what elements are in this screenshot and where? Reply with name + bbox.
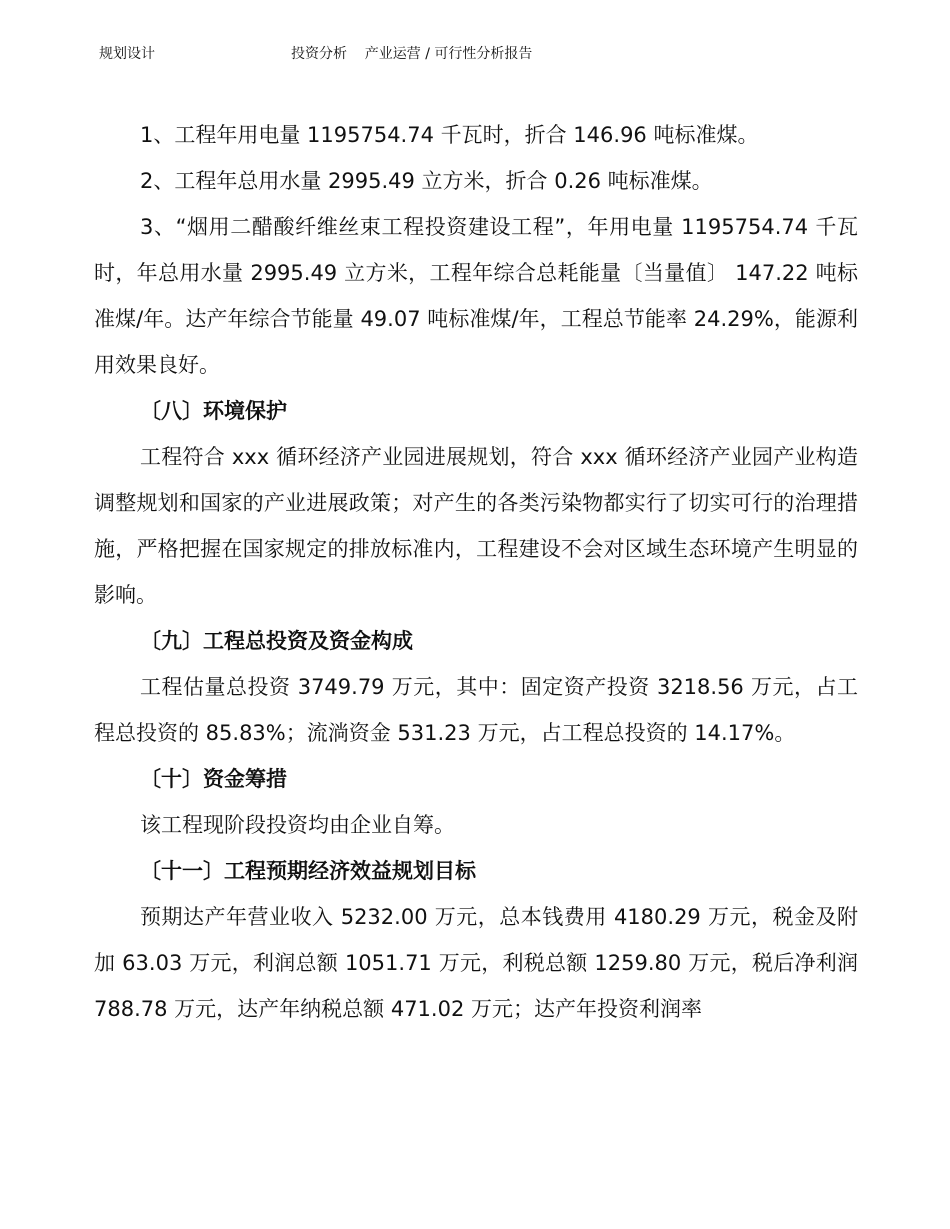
paragraph-electricity: 1、工程年用电量 1195754.74 千瓦时，折合 146.96 吨标准煤。 <box>140 123 759 147</box>
paragraph-energy-summary: 3、“烟用二醋酸纤维丝束工程投资建设工程”，年用电量 1195754.74 千瓦时，年总用水量 2995.49 立方米，工程年综合总耗能量〔当量值〕 147.22 吨标准煤/年。达产年综合节能量 49.07 吨标准煤/年，工程总节能率 24.29%，能源利用效果良好。 <box>94 215 858 377</box>
paragraph-economic-benefit: 预期达产年营业收入 5232.00 万元，总本钱费用 4180.29 万元，税金及附加 63.03 万元，利润总额 1051.71 万元，利税总额 1259.80 万元，税后净利润 788.78 万元，达产年纳税总额 471.02 万元；达产年投资利润率 <box>94 905 858 1021</box>
paragraph-investment: 工程估量总投资 3749.79 万元，其中：固定资产投资 3218.56 万元，占工程总投资的 85.83%；流淌资金 531.23 万元，占工程总投资的 14.17%。 <box>94 675 858 745</box>
heading-environment: 〔八〕环境保护 <box>140 399 287 423</box>
header-left-text: 规划设计 <box>99 46 155 62</box>
header-right-text: 投资分析 产业运营 / 可行性分析报告 <box>291 46 533 62</box>
paragraph-funding: 该工程现阶段投资均由企业自筹。 <box>140 813 455 837</box>
heading-economic-benefit: 〔十一〕工程预期经济效益规划目标 <box>140 859 476 883</box>
heading-funding: 〔十〕资金筹措 <box>140 767 287 791</box>
paragraph-water: 2、工程年总用水量 2995.49 立方米，折合 0.26 吨标准煤。 <box>140 169 713 193</box>
page-header <box>0 43 950 63</box>
document-body <box>94 112 858 1032</box>
paragraph-environment: 工程符合 xxx 循环经济产业园进展规划，符合 xxx 循环经济产业园产业构造调整规划和国家的产业进展政策；对产生的各类污染物都实行了切实可行的治理措施，严格把握在国家规定的排放标准内，工程建设不会对区域生态环境产生明显的影响。 <box>94 445 858 607</box>
heading-investment: 〔九〕工程总投资及资金构成 <box>140 629 413 653</box>
